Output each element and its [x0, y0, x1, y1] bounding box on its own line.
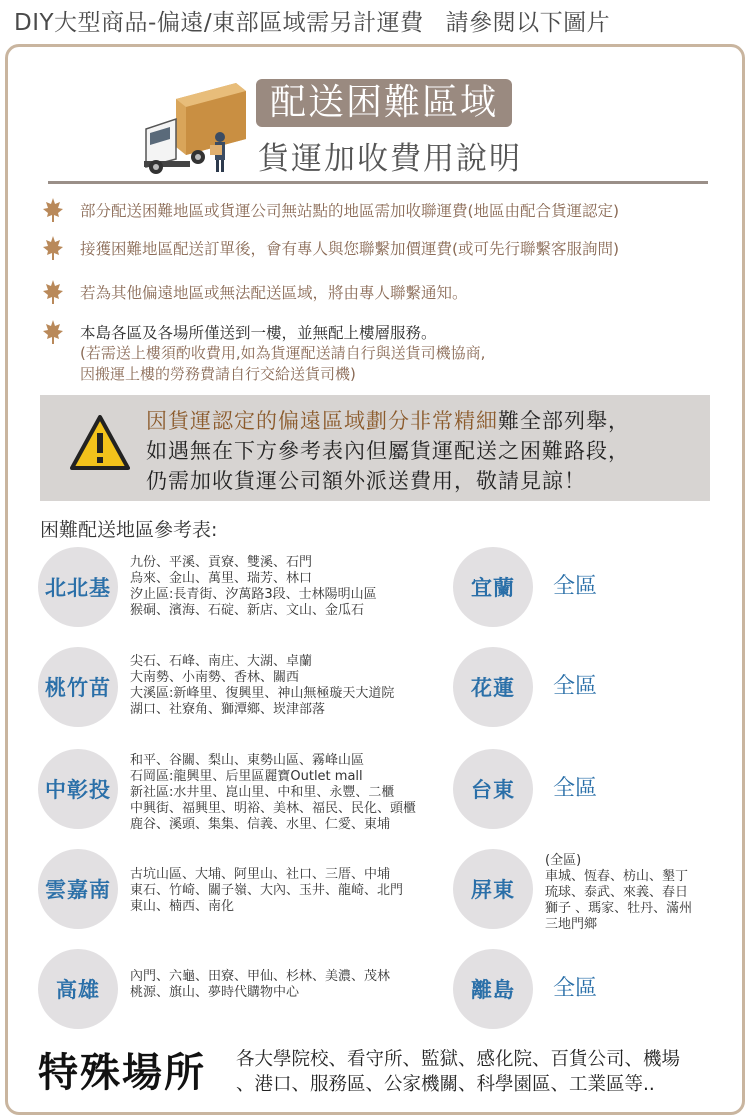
- heading-left: DIY大型商品-偏遠/東部區域需另計運費: [14, 10, 424, 36]
- region-badge: 台東: [453, 749, 533, 829]
- region-areas: 全區: [553, 976, 598, 1001]
- special-text: 各大學院校、看守所、監獄、感化院、百貨公司、機場 、港口、服務區、公家機關、科學園區、工業區等..: [236, 1049, 681, 1095]
- notice-text: 接獲困難地區配送訂單後，會有專人與您聯繫加價運費(或可先行聯繫客服詢問): [80, 240, 620, 258]
- warning-line-1: [146, 405, 630, 435]
- notice-text: 若為其他偏遠地區或無法配送區域，將由專人聯繫通知。: [80, 284, 468, 302]
- info-frame: [5, 44, 745, 1115]
- warning-line-3: 仍需加收貨運公司額外派送費用，敬請見諒！: [146, 469, 586, 493]
- notice-note: (若需送上樓須酌收費用,如為貨運配送請自行與送貨司機協商,: [80, 344, 486, 362]
- heading-right: 請參閱以下圖片: [445, 10, 611, 36]
- banner-title: 配送困難區域: [256, 79, 512, 127]
- region-areas: (全區) 車城、恆春、枋山、墾丁 琉球、泰武、來義、春日 獅子 、瑪家、牡丹、滿州 三地門鄉: [545, 853, 693, 932]
- region-areas: 全區: [553, 776, 598, 801]
- banner-subtitle: 貨運加收費用說明: [258, 141, 522, 177]
- warning-highlight: 因貨運認定的偏遠區域劃分非常精細: [146, 409, 498, 433]
- warning-triangle-icon: [70, 415, 130, 471]
- banner: [138, 73, 558, 183]
- region-areas: 全區: [553, 674, 598, 699]
- region-areas: 尖石、石峰、南庄、大湖、卓蘭 大南勢、小南勢、香林、關西 大溪區:新峰里、復興里、神山無極璇天大道院 湖口、社寮角、獅潭鄉、崁津部落: [130, 654, 395, 717]
- maple-leaf-icon: [42, 319, 64, 345]
- region-areas: 和平、谷關、梨山、東勢山區、霧峰山區 石岡區:龍興里、后里區麗寶Outlet mall 新社區:水井里、崑山里、中和里、永豐、二櫃 中興街、福興里、明裕、美林、福民、民化、頭櫃 鹿谷、溪頭、集集、信義、水里、仁愛、東埔: [130, 753, 417, 832]
- warning-box: [40, 395, 710, 501]
- region-badge: 雲嘉南: [38, 849, 118, 929]
- maple-leaf-icon: [42, 197, 64, 223]
- notice-item: [42, 235, 732, 265]
- region-areas: 古坑山區、大埔、阿里山、社口、三厝、中埔 東石、竹崎、關子嶺、大內、玉井、龍崎、北門 東山、楠西、南化: [130, 867, 404, 914]
- warning-line-1-rest: 難全部列舉，: [498, 409, 630, 433]
- notice-text: 本島各區及各場所僅送到一樓，並無配上樓層服務。: [80, 324, 437, 342]
- region-badge: 屏東: [453, 849, 533, 929]
- region-badge: 中彰投: [38, 749, 118, 829]
- notice-item: [42, 319, 732, 389]
- region-badge: 花蓮: [453, 647, 533, 727]
- warning-line-2: 如遇無在下方參考表內但屬貨運配送之困難路段，: [146, 439, 630, 463]
- region-badge: 北北基: [38, 547, 118, 627]
- reference-title: 困難配送地區參考表:: [40, 519, 218, 541]
- notice-item: [42, 197, 732, 227]
- region-areas: 內門、六龜、田寮、甲仙、杉林、美濃、茂林 桃源、旗山、夢時代購物中心: [130, 969, 391, 1000]
- notice-text: 部分配送困難地區或貨運公司無站點的地區需加收聯運費(地區由配合貨運認定): [80, 202, 620, 220]
- delivery-truck-icon: [138, 77, 268, 177]
- notice-item: [42, 279, 732, 309]
- region-badge: 桃竹苗: [38, 647, 118, 727]
- region-areas: 九份、平溪、貢寮、雙溪、石門 烏來、金山、萬里、瑞芳、林口 汐止區:長青街、汐萬路3段、士林陽明山區 猴硐、濱海、石碇、新店、文山、金瓜石: [130, 555, 377, 618]
- notice-note: 因搬運上樓的勞務費請自行交給送貨司機): [80, 365, 356, 383]
- page-heading: [0, 6, 750, 40]
- region-areas: 全區: [553, 574, 598, 599]
- maple-leaf-icon: [42, 279, 64, 305]
- region-badge: 高雄: [38, 949, 118, 1029]
- maple-leaf-icon: [42, 235, 64, 261]
- banner-divider: [48, 181, 708, 184]
- region-badge: 離島: [453, 949, 533, 1029]
- region-badge: 宜蘭: [453, 547, 533, 627]
- special-title: 特殊場所: [38, 1050, 206, 1096]
